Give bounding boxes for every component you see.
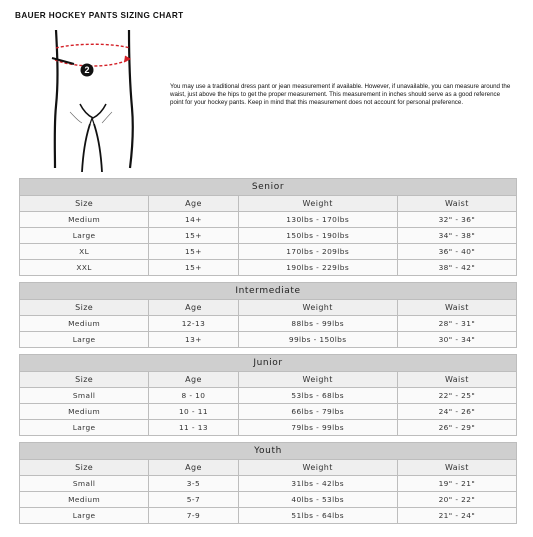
table-row <box>20 476 517 492</box>
column-header-waist: Waist <box>397 372 516 388</box>
table-cell: 24" - 26" <box>397 404 516 420</box>
table-row <box>20 212 517 228</box>
page-title: BAUER HOCKEY PANTS SIZING CHART <box>15 11 184 20</box>
table-cell: 26" - 29" <box>397 420 516 436</box>
column-header-age: Age <box>149 196 238 212</box>
table-header-row <box>20 196 517 212</box>
table-row <box>20 388 517 404</box>
table-cell: 53lbs - 68lbs <box>238 388 397 404</box>
table-cell: 19" - 21" <box>397 476 516 492</box>
table-cell: 7-9 <box>149 508 238 524</box>
table-cell: 15+ <box>149 228 238 244</box>
table-row <box>20 244 517 260</box>
table-cell: Small <box>20 476 149 492</box>
section-title: Junior <box>20 355 517 372</box>
column-header-age: Age <box>149 300 238 316</box>
table-cell: 38" - 42" <box>397 260 516 276</box>
table-cell: 3-5 <box>149 476 238 492</box>
table-section-header <box>20 179 517 196</box>
table-cell: 15+ <box>149 260 238 276</box>
senior-size-table <box>19 178 517 276</box>
table-cell: 20" - 22" <box>397 492 516 508</box>
column-header-size: Size <box>20 196 149 212</box>
table-cell: Small <box>20 388 149 404</box>
section-title: Youth <box>20 443 517 460</box>
table-cell: 66lbs - 79lbs <box>238 404 397 420</box>
table-row <box>20 404 517 420</box>
junior-size-table <box>19 354 517 436</box>
table-cell: Large <box>20 228 149 244</box>
intermediate-size-table <box>19 282 517 348</box>
table-row <box>20 260 517 276</box>
youth-size-table <box>19 442 517 524</box>
table-cell: 190lbs - 229lbs <box>238 260 397 276</box>
table-cell: 5-7 <box>149 492 238 508</box>
table-row <box>20 420 517 436</box>
table-cell: 21" - 24" <box>397 508 516 524</box>
table-row <box>20 508 517 524</box>
table-cell: Medium <box>20 212 149 228</box>
table-cell: 31lbs - 42lbs <box>238 476 397 492</box>
column-header-weight: Weight <box>238 300 397 316</box>
column-header-size: Size <box>20 372 149 388</box>
table-cell: XXL <box>20 260 149 276</box>
column-header-weight: Weight <box>238 196 397 212</box>
table-row <box>20 316 517 332</box>
waist-measurement-figure <box>46 26 142 172</box>
table-cell: 11 - 13 <box>149 420 238 436</box>
table-cell: Large <box>20 420 149 436</box>
table-header-row <box>20 372 517 388</box>
table-cell: Large <box>20 332 149 348</box>
column-header-weight: Weight <box>238 460 397 476</box>
table-cell: Large <box>20 508 149 524</box>
measurement-instructions: You may use a traditional dress pant or jean measurement if available. However, if unavailable, you can measure around the waist, just above the hips to get the proper measurement. This measurement in inches should serve as a good reference point for your hockey pants. Keep in mind that this measurement does not account for personal preference. <box>170 83 511 106</box>
column-header-waist: Waist <box>397 300 516 316</box>
table-row <box>20 228 517 244</box>
column-header-age: Age <box>149 372 238 388</box>
step-number-label: 2 <box>84 65 90 75</box>
table-section-header <box>20 443 517 460</box>
table-cell: XL <box>20 244 149 260</box>
table-row <box>20 332 517 348</box>
table-cell: 10 - 11 <box>149 404 238 420</box>
table-cell: 40lbs - 53lbs <box>238 492 397 508</box>
table-cell: 28" - 31" <box>397 316 516 332</box>
table-cell: 32" - 36" <box>397 212 516 228</box>
table-header-row <box>20 460 517 476</box>
table-cell: 12-13 <box>149 316 238 332</box>
table-section-header <box>20 283 517 300</box>
table-row <box>20 492 517 508</box>
table-cell: 8 - 10 <box>149 388 238 404</box>
table-cell: 79lbs - 99lbs <box>238 420 397 436</box>
table-cell: 99lbs - 150lbs <box>238 332 397 348</box>
table-cell: 51lbs - 64lbs <box>238 508 397 524</box>
table-cell: 15+ <box>149 244 238 260</box>
table-section-header <box>20 355 517 372</box>
column-header-size: Size <box>20 300 149 316</box>
column-header-size: Size <box>20 460 149 476</box>
column-header-weight: Weight <box>238 372 397 388</box>
table-cell: 34" - 38" <box>397 228 516 244</box>
table-cell: Medium <box>20 404 149 420</box>
table-cell: Medium <box>20 316 149 332</box>
section-title: Senior <box>20 179 517 196</box>
table-cell: 22" - 25" <box>397 388 516 404</box>
table-cell: 36" - 40" <box>397 244 516 260</box>
table-cell: 170lbs - 209lbs <box>238 244 397 260</box>
section-title: Intermediate <box>20 283 517 300</box>
column-header-age: Age <box>149 460 238 476</box>
table-cell: 88lbs - 99lbs <box>238 316 397 332</box>
table-cell: 130lbs - 170lbs <box>238 212 397 228</box>
table-cell: 14+ <box>149 212 238 228</box>
table-cell: 13+ <box>149 332 238 348</box>
column-header-waist: Waist <box>397 196 516 212</box>
table-cell: 30" - 34" <box>397 332 516 348</box>
table-header-row <box>20 300 517 316</box>
table-cell: 150lbs - 190lbs <box>238 228 397 244</box>
column-header-waist: Waist <box>397 460 516 476</box>
table-cell: Medium <box>20 492 149 508</box>
